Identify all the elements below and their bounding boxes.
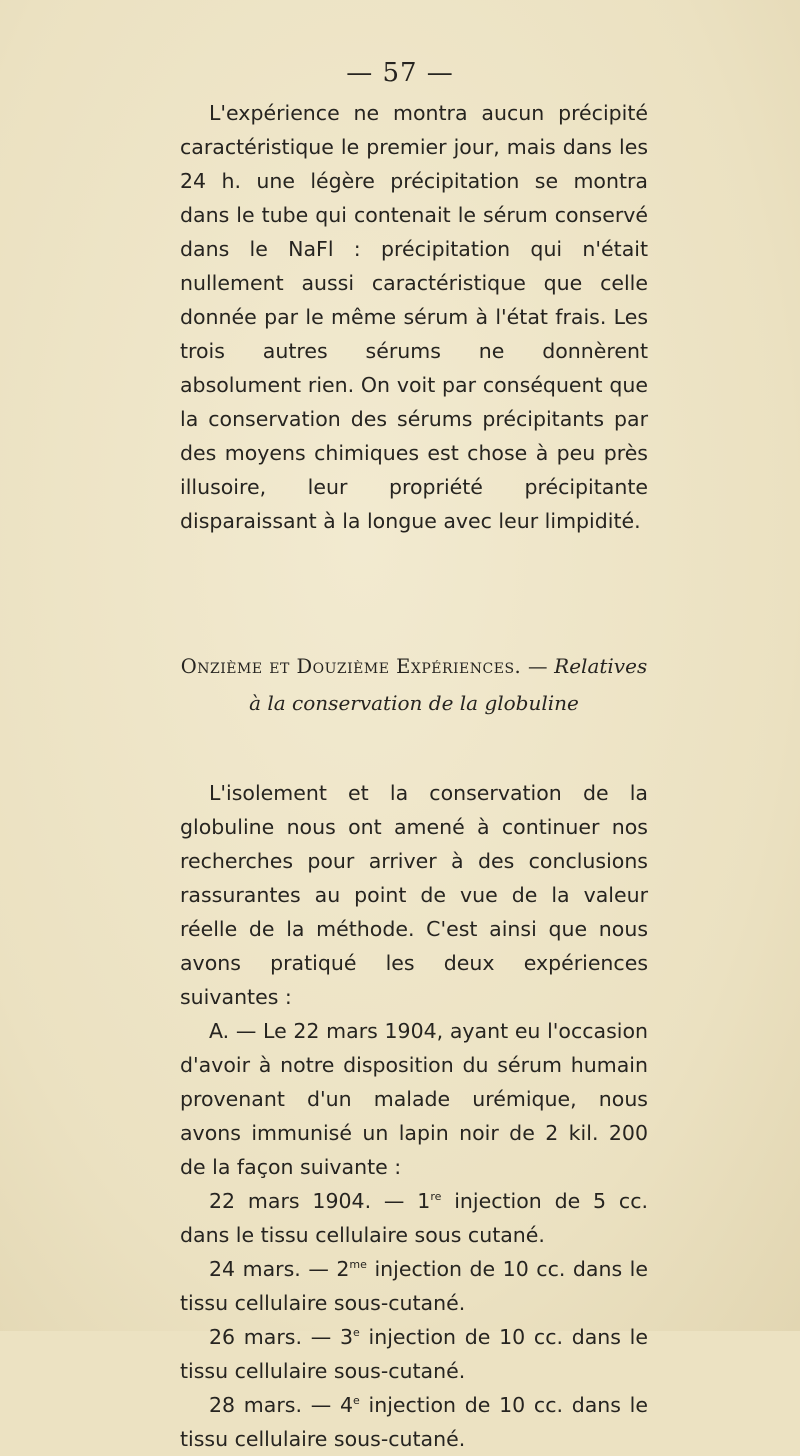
- paragraph-1: L'expérience ne montra aucun précipité caractéristique le premier jour, mais dans les 24 h. une légère précipitation se montra dans le tube qui contenait le sérum conservé dans le NaFl : précipitation qui n'était nullement aussi caractéristique que celle donnée par le même sérum à l'état frais. Les trois autres sérums ne donnèrent absolument rien. On voit par conséquent que la conservation des sérums précipitants par des moyens chimiques est chose à peu près illusoire, leur propriété précipitante disparaissant à la longue avec leur limpidité.: [180, 101, 648, 533]
- section-title: Onzième et Douzième Expériences. —: [180, 655, 548, 678]
- injection-entry-4: [180, 1388, 648, 1456]
- injection-ordinal: 3: [339, 1325, 353, 1349]
- injection-text: injection de 10 cc. dans le tissu cellulaire sous-cutané.: [180, 1393, 648, 1451]
- section-subtitle: Relatives à la conservation de la globuline: [249, 654, 648, 715]
- injection-date: 24 mars. —: [209, 1257, 329, 1281]
- injection-text: injection de 10 cc. dans le tissu cellulaire sous-cutané.: [180, 1325, 648, 1383]
- injection-ordinal: 2: [336, 1257, 350, 1281]
- paragraph-2: L'isolement et la conservation de la globuline nous ont amené à continuer nos recherches pour arriver à des conclusions rassurantes au point de vue de la valeur réelle de la méthode. C'est ainsi que nous avons pratiqué les deux expériences suivantes :: [180, 781, 648, 1009]
- page-number: — 57 —: [346, 58, 454, 88]
- text-block-1: [180, 96, 648, 538]
- injection-date: 22 mars 1904. —: [209, 1189, 405, 1213]
- ordinal-suffix: me: [349, 1258, 367, 1272]
- paragraph-3: A. — Le 22 mars 1904, ayant eu l'occasion d'avoir à notre disposition du sérum humain provenant d'un malade urémique, nous avons immunisé un lapin noir de 2 kil. 200 de la façon suivante :: [180, 1019, 648, 1179]
- injection-entry-2: [180, 1252, 648, 1320]
- injection-ordinal: 1: [417, 1189, 431, 1213]
- injection-date: 28 mars. —: [209, 1393, 332, 1417]
- ordinal-suffix: e: [352, 1326, 360, 1340]
- text-block-2: [180, 776, 648, 1456]
- section-heading: [180, 648, 648, 722]
- ordinal-suffix: re: [430, 1190, 442, 1204]
- ordinal-suffix: e: [352, 1394, 360, 1408]
- injection-ordinal: 4: [339, 1393, 353, 1417]
- injection-date: 26 mars. —: [209, 1325, 332, 1349]
- injection-entry-3: [180, 1320, 648, 1388]
- injection-entry-1: [180, 1184, 648, 1252]
- injection-text: injection de 10 cc. dans le tissu cellulaire sous-cutané.: [180, 1257, 648, 1315]
- injection-text: injection de 5 cc. dans le tissu cellulaire sous cutané.: [180, 1189, 648, 1247]
